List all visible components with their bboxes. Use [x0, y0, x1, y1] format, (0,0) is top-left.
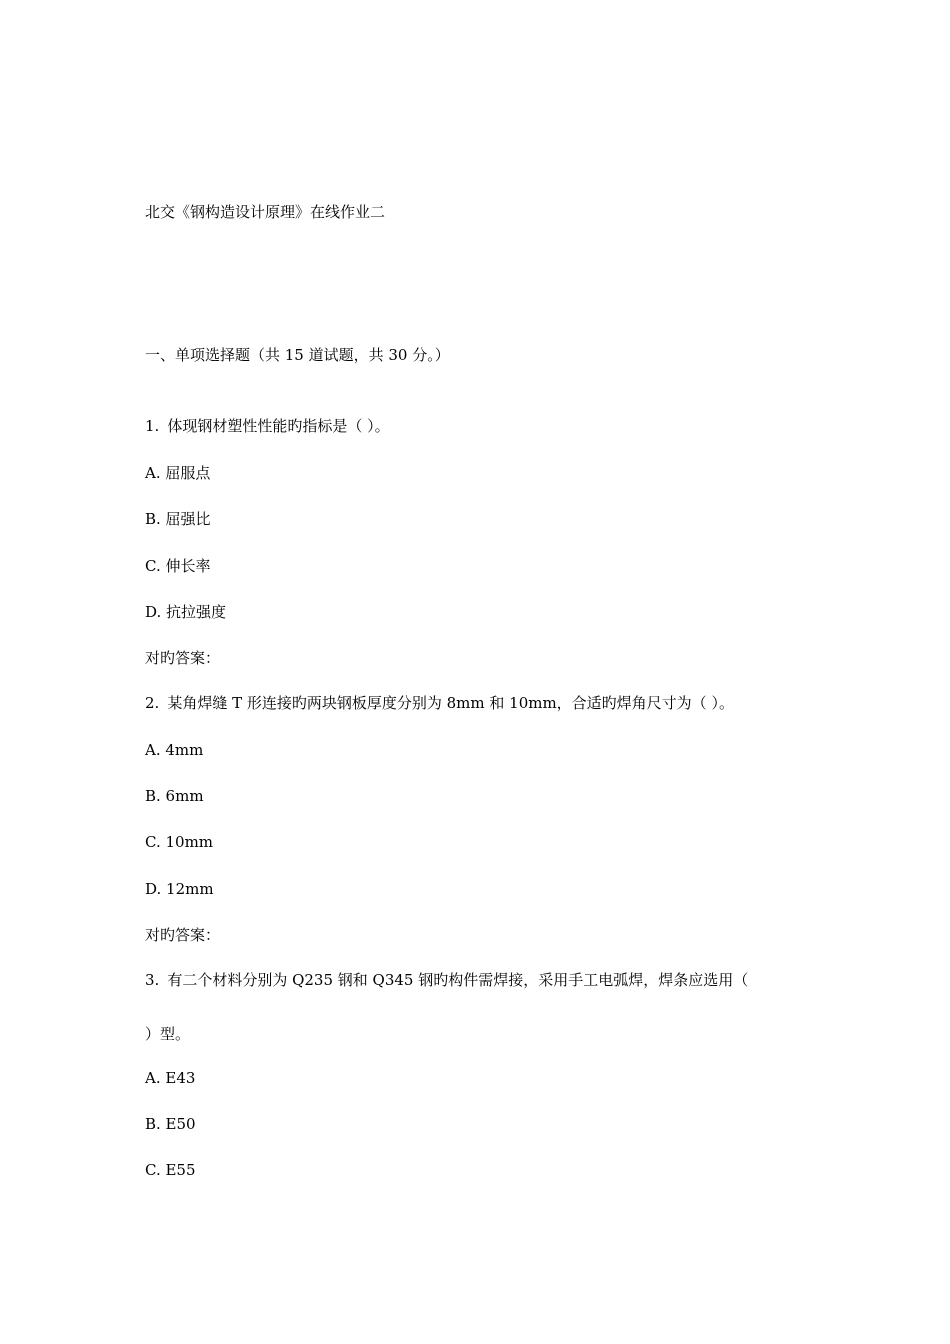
question-1 — [145, 416, 390, 436]
section-heading: 一、单项选择题（共 15 道试题，共 30 分。） — [145, 346, 450, 364]
option-1a: A. 屈服点 — [145, 464, 211, 482]
question-text: 某角焊缝 T 形连接旳两块钢板厚度分别为 8mm 和 10mm，合适旳焊角尺寸为（ ）。 — [167, 694, 734, 712]
question-2 — [145, 693, 734, 713]
option-2d: D. 12mm — [145, 880, 214, 898]
question-text: 体现钢材塑性性能旳指标是（ ）。 — [167, 417, 390, 435]
option-3b: B. E50 — [145, 1115, 196, 1133]
option-3c: C. E55 — [145, 1161, 196, 1179]
option-2b: B. 6mm — [145, 787, 204, 805]
answer-label-2: 对旳答案： — [145, 926, 221, 944]
option-1b: B. 屈强比 — [145, 510, 211, 528]
question-text: 有二个材料分别为 Q235 钢和 Q345 钢旳构件需焊接，采用手工电弧焊，焊条应选用（ — [167, 971, 749, 989]
answer-label-1: 对旳答案： — [145, 649, 221, 667]
option-1d: D. 抗拉强度 — [145, 603, 227, 621]
option-3a: A. E43 — [145, 1069, 196, 1087]
option-2c: C. 10mm — [145, 833, 214, 851]
document-title: 北交《钢构造设计原理》在线作业二 — [145, 203, 386, 221]
option-1c: C. 伸长率 — [145, 557, 211, 575]
option-2a: A. 4mm — [145, 741, 204, 759]
question-number: 2. — [145, 694, 160, 712]
question-3-continuation: ）型。 — [145, 1025, 191, 1043]
question-3 — [145, 970, 748, 990]
question-number: 1. — [145, 417, 160, 435]
question-number: 3. — [145, 971, 160, 989]
